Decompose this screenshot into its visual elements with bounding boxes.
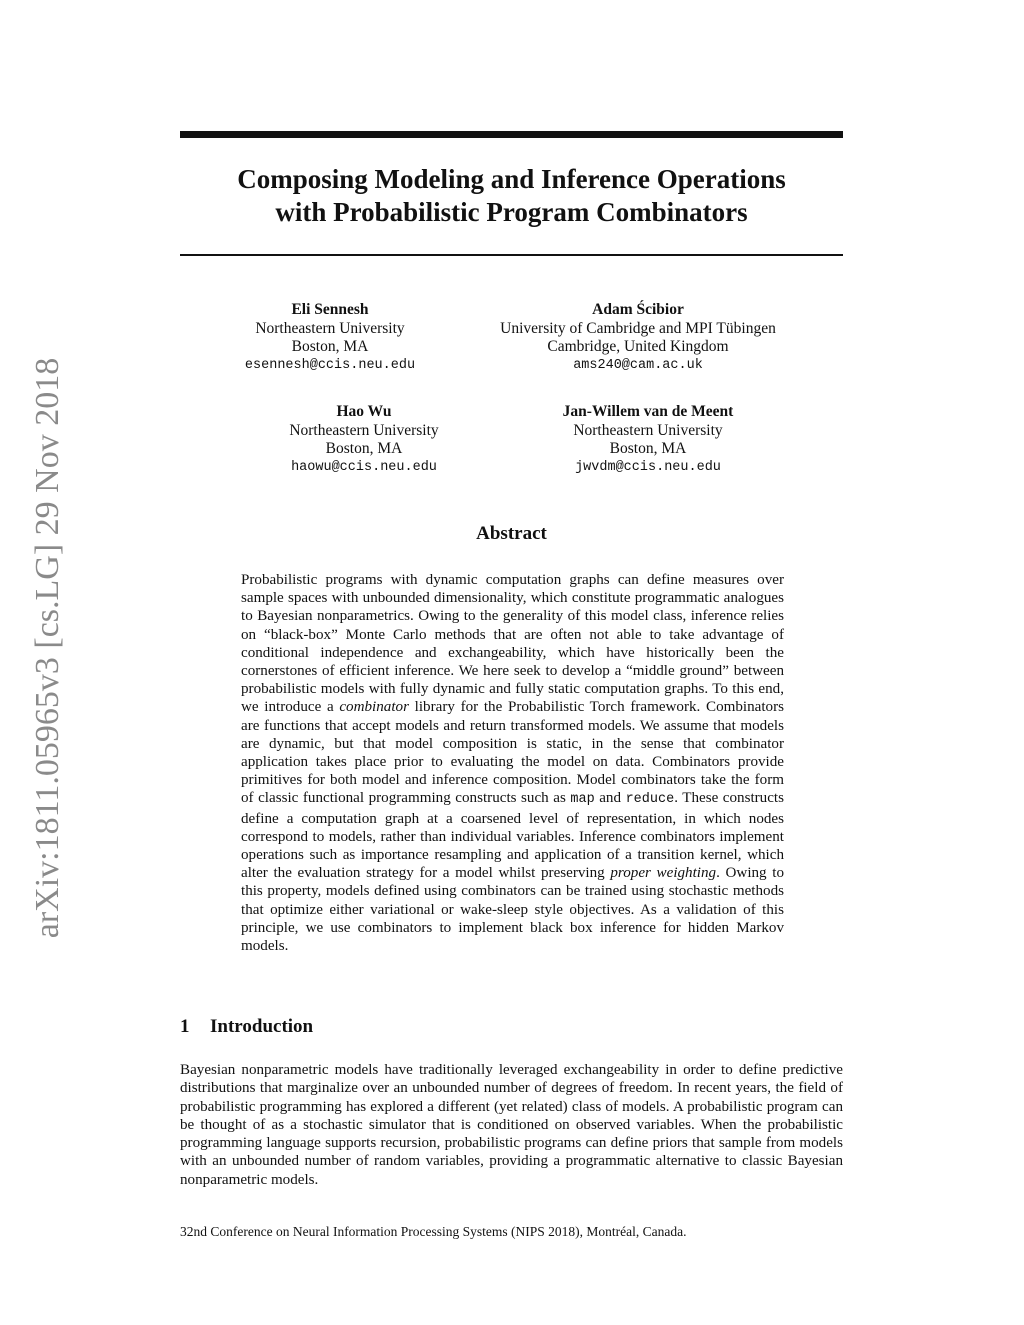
author-affiliation: Northeastern University	[255, 319, 405, 337]
abstract-text-part: and	[599, 790, 622, 807]
author-block	[468, 301, 808, 375]
title-line-1: Composing Modeling and Inference Operations	[237, 164, 786, 194]
author-name: Adam Ścibior	[592, 301, 684, 318]
abstract-emphasis: proper weighting	[610, 865, 717, 882]
author-location: Boston, MA	[291, 338, 369, 355]
author-block	[478, 403, 818, 477]
abstract-text-part: Probabilistic programs with dynamic computation graphs can define measures over sample spaces with unbounded dimensionality, which constitute programmatic analogues to Bayesian nonparametrics. Owing to the generality of this model class, inference relies on “black-box” Monte Carlo methods that are often not able to take advantage of conditional independence and exchangeability, which have historically been the cornerstones of efficient inference. We here seek to develop a “middle ground” between probabilistic models with fully dynamic and fully static computation graphs. To this end, we introduce a	[241, 572, 784, 716]
abstract-code: reduce	[625, 792, 675, 808]
author-name: Eli Sennesh	[291, 301, 369, 318]
arxiv-stamp: arXiv:1811.05965v3 [cs.LG] 29 Nov 2018	[29, 357, 66, 939]
abstract-text-part: . These constructs define a computation graph at a coarsened level of representation, in which nodes correspond to models, rather than individual variables. Inference combinators implement operations such as importance resampling and application of a transition kernel, which alter the evaluation strategy for a model whilst preserving	[241, 790, 785, 882]
author-location: Boston, MA	[609, 440, 687, 457]
author-name: Jan-Willem van de Meent	[562, 403, 734, 420]
section-title: Introduction	[210, 1016, 314, 1037]
conference-footnote: 32nd Conference on Neural Information Processing Systems (NIPS 2018), Montréal, Canada.	[180, 1224, 687, 1239]
abstract-text-part: . Owing to this property, models defined using combinators can be trained using stochastic methods that optimize either variational or wake-sleep style objectives. As a validation of this principle, we use combinators to implement black box inference for hidden Markov models.	[241, 865, 784, 955]
author-email[interactable]: haowu@ccis.neu.edu	[291, 459, 437, 475]
author-affiliation: Northeastern University	[573, 421, 723, 439]
abstract-heading: Abstract	[476, 523, 547, 544]
abstract-text-part: library for the Probabilistic Torch framework. Combinators are functions that accept models and return transformed models. We assume that models are dynamic, but that model composition is static, in the sense that combinator application takes place prior to evaluating the model on data. Combinators provide primitives for both model and inference composition. Model combinators take the form of classic functional programming constructs such as	[241, 699, 784, 807]
abstract-text	[241, 571, 784, 955]
author-location: Boston, MA	[325, 440, 403, 457]
author-email[interactable]: ams240@cam.ac.uk	[573, 357, 703, 373]
author-block	[160, 301, 500, 375]
title-line-2: with Probabilistic Program Combinators	[275, 197, 748, 227]
abstract-emphasis: combinator	[339, 699, 409, 716]
section-number: 1	[180, 1016, 190, 1037]
author-email[interactable]: esennesh@ccis.neu.edu	[244, 357, 416, 373]
author-affiliation: Northeastern University	[289, 421, 439, 439]
title-bottom-rule	[180, 254, 843, 256]
introduction-paragraph: Bayesian nonparametric models have traditionally leveraged exchangeability in order to define predictive distributions that marginalize over an unbounded number of degrees of freedom. In recent years, the field of probabilistic programming has explored a different (yet related) class of models. A probabilistic program can be thought of as a stochastic simulator that is conditioned on observed variables. When the probabilistic programming language supports recursion, probabilistic programs can define priors that sample from models with an unbounded number of random variables, providing a programmatic alternative to classic Bayesian nonparametric models.	[180, 1062, 843, 1188]
author-email[interactable]: jwvdm@ccis.neu.edu	[575, 459, 721, 475]
author-location: Cambridge, United Kingdom	[547, 338, 729, 355]
paper-title	[180, 163, 843, 229]
author-affiliation: University of Cambridge and MPI Tübingen	[500, 319, 776, 337]
section-heading	[180, 1016, 313, 1038]
author-name: Hao Wu	[336, 403, 392, 420]
abstract-code: map	[570, 792, 595, 808]
title-top-rule	[180, 131, 843, 138]
